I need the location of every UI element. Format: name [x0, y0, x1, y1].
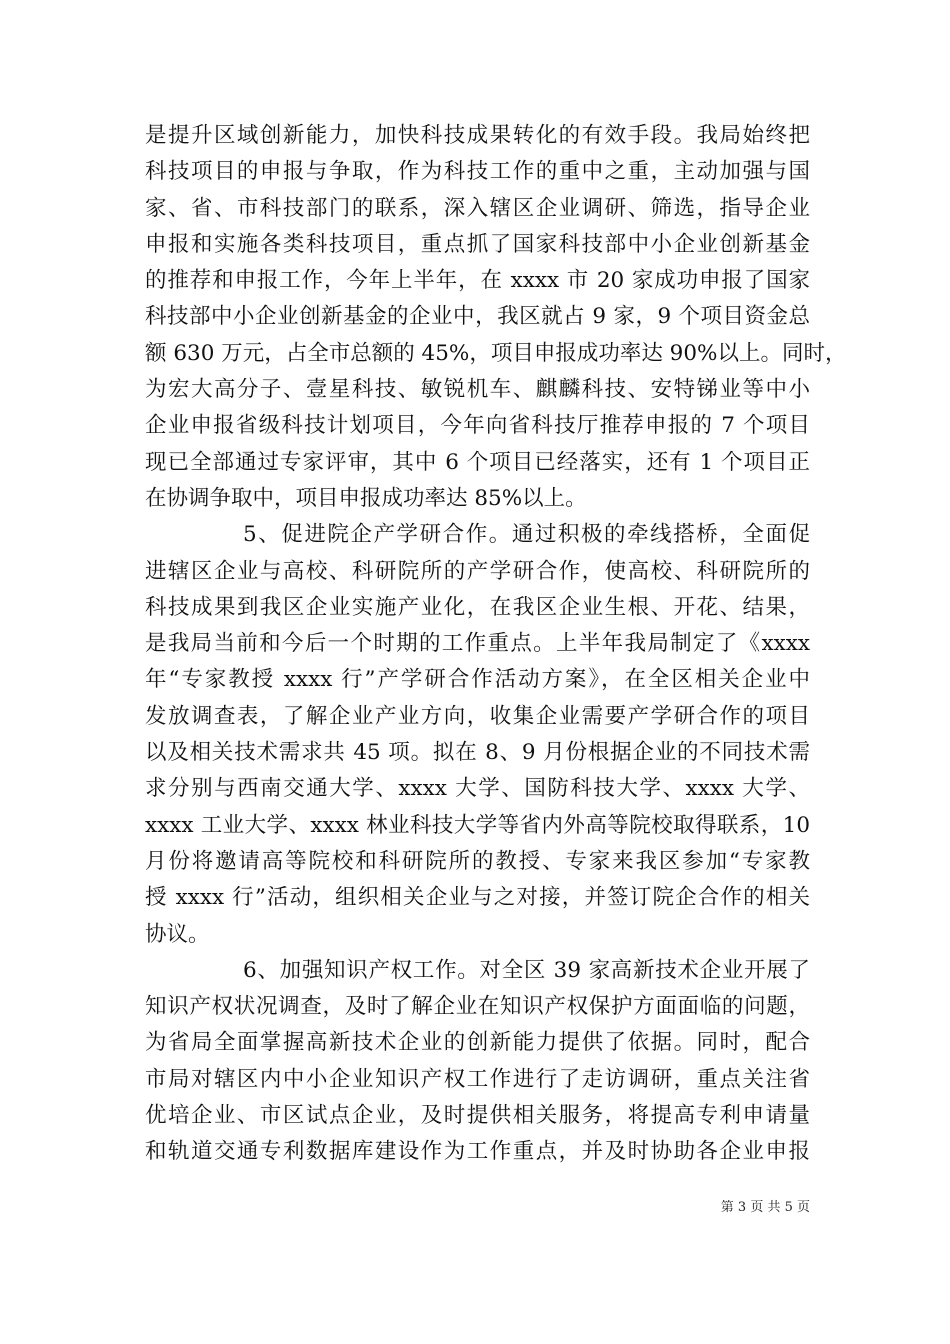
text-line: 知识产权状况调查，及时了解企业在知识产权保护方面面临的问题，: [145, 994, 810, 1020]
text-line: 发放调查表，了解企业产业方向，收集企业需要产学研合作的项目: [145, 703, 810, 729]
text-line: 优培企业、市区试点企业，及时提供相关服务，将提高专利申请量: [145, 1103, 810, 1129]
text-line: 求分别与西南交通大学、xxxx 大学、国防科技大学、xxxx 大学、: [145, 776, 810, 802]
text-line: 的推荐和申报工作，今年上半年，在 xxxx 市 20 家成功申报了国家: [145, 268, 810, 294]
section-heading-5: 5、促进院企产学研合作。通过积极的牵线搭桥，全面促: [243, 522, 810, 548]
text-line: 科技成果到我区企业实施产业化，在我区企业生根、开花、结果，: [145, 594, 810, 620]
text-line: 科技项目的申报与争取，作为科技工作的重中之重，主动加强与国: [145, 159, 810, 185]
text-line: 是提升区域创新能力，加快科技成果转化的有效手段。我局始终把: [145, 123, 810, 148]
text-line: 在协调争取中，项目申报成功率达 85%以上。: [145, 485, 587, 511]
text-line: 协议。: [145, 921, 210, 947]
text-line: 月份将邀请高等院校和科研院所的教授、专家来我区参加“专家教: [145, 848, 810, 874]
text-line: 额 630 万元，占全市总额的 45%，项目申报成功率达 90%以上。同时，: [145, 340, 847, 366]
text-line: 为宏大高分子、壹星科技、敏锐机车、麒麟科技、安特锑业等中小: [145, 377, 810, 403]
text-line: 为省局全面掌握高新技术企业的创新能力提供了依据。同时，配合: [145, 1030, 810, 1056]
text-line: 企业申报省级科技计划项目，今年向省科技厅推荐申报的 7 个项目: [145, 413, 810, 439]
text-line: 进辖区企业与高校、科研院所的产学研合作，使高校、科研院所的: [145, 558, 810, 584]
text-line: 年“专家教授 xxxx 行”产学研合作活动方案》，在全区相关企业中: [145, 667, 810, 693]
page-number-footer: 第 3 页 共 5 页: [720, 1200, 810, 1215]
text-line: xxxx 工业大学、xxxx 林业科技大学等省内外高等院校取得联系，10: [145, 812, 810, 838]
section-heading-6: 6、加强知识产权工作。对全区 39 家高新技术企业开展了: [243, 957, 810, 983]
text-line: 市局对辖区内中小企业知识产权工作进行了走访调研，重点关注省: [145, 1066, 810, 1092]
body-text: [145, 118, 847, 1171]
text-line: 以及相关技术需求共 45 项。拟在 8、9 月份根据企业的不同技术需: [145, 740, 810, 766]
text-line: 和轨道交通专利数据库建设作为工作重点，并及时协助各企业申报: [145, 1139, 810, 1165]
text-line: 授 xxxx 行”活动，组织相关企业与之对接，并签订院企合作的相关: [145, 885, 810, 911]
text-line: 家、省、市科技部门的联系，深入辖区企业调研、筛选，指导企业: [145, 195, 810, 221]
text-line: 申报和实施各类科技项目，重点抓了国家科技部中小企业创新基金: [145, 231, 810, 257]
text-line: 现已全部通过专家评审，其中 6 个项目已经落实，还有 1 个项目正: [145, 449, 810, 475]
text-line: 是我局当前和今后一个时期的工作重点。上半年我局制定了《xxxx: [145, 631, 810, 657]
text-line: 科技部中小企业创新基金的企业中，我区就占 9 家，9 个项目资金总: [145, 304, 810, 330]
